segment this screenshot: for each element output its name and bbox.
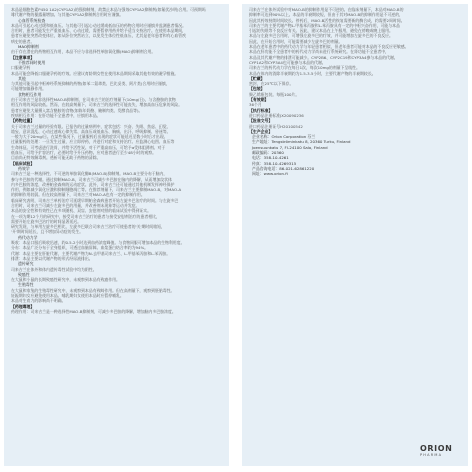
text-line: 患者应避免突然改变体位，如从卧位突然站立，以免发生体位性低血压，尤其是老年患者和有心血管疾 [11, 33, 187, 39]
subsection-heading: 不推荐同时使用 [18, 59, 46, 65]
text-line: 企业名称：Orion Corporation 芬兰 [252, 134, 316, 140]
text-line: 36个月 [249, 102, 262, 108]
text-line: 药理作用：司来吉兰是一种选择性MAO-B抑制剂，可减少多巴胺的降解，增加脑内多巴胺浓度。 [11, 308, 176, 314]
text-line: 病史的患者。 [11, 38, 35, 44]
subsection-heading: 心血管系统检查 [18, 17, 46, 23]
text-line: 吸收：本品口服后吸收迅速，约0.5-2小时达到血药浓度峰值。与食物同服可增加本品的生物利用度。 [11, 240, 185, 246]
subsection-heading: 药代动力学 [18, 234, 38, 240]
logo-tagline: PHARMA [420, 453, 443, 457]
column-gutter [234, 4, 237, 466]
subsection-heading: 致癌性 [18, 271, 30, 277]
text-line: 本品对生育力的影响尚不明确。 [11, 298, 66, 304]
text-line: 目前尚无特效解毒剂。透析可能无助于药物的清除。 [11, 155, 101, 161]
subsection-heading: 食物相互作用 [18, 91, 42, 97]
text-line: 本品在肝功能不全患者中的药代动力学尚未进行系统研究。在肾功能不全患者中， [249, 49, 390, 55]
text-line: 作用，例如减少氧化应激和抑制细胞凋亡等。在推荐剂量下，司来吉兰主要抑制MAO-B，对MAO-A [11, 187, 182, 193]
text-line: 内多巴胺的浓度，改善帕金森病的运动症状。此外，司来吉兰还可能通过其他机制发挥神经保护 [11, 181, 175, 187]
text-line: 本品可能会降低口服避孕药的疗效。应建议育龄期女性在使用本品期间采取其他有效的避孕措施。 [11, 70, 179, 76]
text-line: 本品在体内的消除半衰期约为1.5-3.5小时，主要代谢产物的半衰期较长。 [249, 70, 376, 76]
text-line: 进口药品注册标准JX20090236 [249, 112, 304, 118]
text-line: 由于存在潜在的药物相互作用，本品不应与非选择性单胺氧化酶(MAO)抑制剂合用。 [11, 49, 156, 55]
text-line: 引起的失眠等不良反应有关。因此，建议本品在上午服用，避免在傍晚或晚上服用。 [249, 28, 393, 34]
text-line: 可能增加镇静作用。 [11, 86, 47, 92]
text-line: 生命体征。可考虑进行洗胃，并给予活性炭。对于严重高血压，可给予α受体阻滞剂。对于 [11, 144, 166, 150]
text-line: 本品在老年患者中的药代动力学与年轻患者相似，但老年患者可能对本品的不良反应更敏感。 [249, 44, 409, 50]
left-column [4, 4, 229, 466]
text-line: 密封，在25℃以下保存。 [249, 81, 294, 87]
text-line: 司来吉兰在体外和体内遗传毒性试验中均为阴性。 [11, 266, 97, 272]
text-line: 因此，在开始合用时，可能需要减少左旋多巴的剂量。 [249, 38, 343, 44]
text-line: 进口药品注册证号H20100542 [249, 123, 303, 129]
section-heading: 【药理毒理】 [11, 303, 35, 309]
text-line: 疾病相互作用：在肝功能不全患者中，应慎用本品。 [11, 112, 101, 118]
text-line: 在一项为期12个月的研究中，接受司来吉兰治疗的患者与接受安慰剂治疗的患者相比， [11, 213, 160, 219]
text-line: 本品的安全性和有效性已在多项随机、双盲、安慰剂对照的临床试验中得到证实。 [11, 208, 152, 214]
section-heading: 【药物过量】 [11, 118, 35, 124]
text-line: 因此其药效持续时间较长。停药后，MAO-B活性的恢复需要新的酶合成，约需要2周时间。 [249, 17, 405, 23]
text-line: 司来吉兰的药代动力学在每日1次，每次10mg的剂量下呈线性。 [249, 65, 360, 71]
subsection-heading: 药效学 [18, 165, 30, 171]
text-line: 分布：本品广泛分布于全身组织，可透过血脑屏障。血浆蛋白结合率约为94%。 [11, 245, 149, 251]
text-line: 生产地址：Tengströminkatu 8, 20360 Turku, Finland [252, 139, 351, 145]
subsection-heading: 生殖毒性 [18, 282, 34, 288]
text-line: 司来吉兰的主要代谢产物L-甲基苯丙胺和L-苯丙胺具有一定的中枢兴奋作用，可能与本品 [249, 22, 400, 28]
text-line: 合用时，患者可能发生严重低血压、心动过缓，需要暂停用药并给予适当支持治疗。在使用本品期间， [11, 28, 187, 34]
text-line: 代谢：本品主要在肝脏代谢，主要代谢产物为N-去甲基司来吉兰、L-甲基苯丙胺和L-苯丙胺。 [11, 250, 171, 256]
text-line: 司来吉兰是一种选择性、不可逆的单胺氧化酶B(MAO-B)抑制剂。MAO-B主要分布于脑内， [11, 171, 168, 177]
text-line: CYP1A2和CYP3A4也可能参与本品的代谢。 [249, 59, 326, 65]
subsection-heading: 遗传研究 [18, 261, 34, 267]
text-line: 本品是细胞色素P450 1A2(CYP1A2)的强抑制剂，故禁止本品与强效CYP1A2抑制剂(如氟伏沙明)合用。可预期吗 [11, 7, 206, 12]
logo-name: ORION [420, 444, 453, 453]
section-heading: 【执行标准】 [249, 107, 273, 113]
text-line: 在大鼠和小鼠的长期致癌性研究中，未观察到本品有致癌作用。 [11, 277, 120, 283]
orion-pharma-logo [420, 444, 462, 460]
text-line: Joensuunkatu 7, FI-24100 Salo, Finland [252, 144, 328, 150]
text-line: 关于司来吉兰过量的经验有限。已报告的过量病例中，症状包括：兴奋、失眠、焦虑、幻觉、 [11, 123, 171, 129]
text-line: 本品及其代谢产物的排泄可能减少。CYP2B6、CYP2C19和CYP3A4参与本品的代谢。 [249, 54, 398, 60]
text-line: 聚乙烯瓶包装。每瓶100片。 [249, 91, 300, 97]
text-line: 过量服药的处理：一旦发生过量，应立即停药，并进行对症和支持治疗。应监测心电图、血压等 [11, 139, 175, 145]
text-line: 妊娠期妇女应避免使用本品。哺乳期妇女使用本品时应暂停哺乳。 [11, 293, 124, 299]
section-heading: 【临床试验】 [11, 160, 35, 166]
text-line: 临床研究表明，司来吉兰单药治疗可延缓早期帕金森病患者开始左旋多巴治疗的时间。与左旋多巴 [11, 197, 179, 203]
text-line: 需要开始左旋多巴治疗的时间显著延迟。 [11, 218, 82, 224]
text-line: 研究发现，与单用左旋多巴相比，左旋多巴联合司来吉兰治疗可使患者的'关'期时间缩短， [11, 224, 165, 230]
text-line: 患者应避免大量摄入富含酪胺的食物(如陈年奶酪、腌制肉类、发酵食品等)。 [11, 107, 143, 113]
subsection-heading: MAO抑制剂 [18, 44, 39, 50]
text-line: 口服避孕药 [11, 65, 31, 71]
text-line: 产品咨询电话：86-021-62861220 [252, 165, 315, 171]
text-line: 传真：358-10-4269315 [252, 160, 297, 166]
text-line: 与其他可能引起中枢神经系统抑制的药物(如苯二氮䓬类、巴比妥类、阿片类)合用时应谨慎， [11, 81, 170, 87]
right-column [242, 4, 468, 466]
text-line: 低血压，可给予扩容治疗，必要时给予升压药物。应对患者进行至少48小时的观察。 [11, 150, 157, 156]
text-line: 谵妄、意识混乱、心动过速或心律失常、高血压或低血压、胸痛、出汗、呼吸抑制、昏迷等。 [11, 128, 171, 134]
text-line: 邮政编码：20360 [252, 150, 284, 156]
text-line: 在大鼠和家兔的生殖毒性研究中，未观察到本品有致畸作用。但在高剂量下，观察到胚胎毒性。 [11, 287, 175, 293]
text-line: 本品与左旋多巴合用时，可增强左旋多巴的疗效，并可能增加左旋多巴的不良反应。 [249, 33, 393, 39]
text-line: 参与多巴胺的代谢。通过抑制MAO-B，司来吉兰可减少多巴胺在脑内的降解，从而增加纹状体 [11, 176, 172, 182]
subsection-heading: 其他 [18, 75, 26, 81]
section-heading: 【贮藏】 [249, 75, 265, 81]
text-line: 网址：www.orion.fi [252, 171, 288, 177]
text-line: 的抑制作用较弱。但在较高剂量下，司来吉兰对MAO-A也有一定的抑制作用。 [11, 192, 145, 198]
text-line: 排泄：本品主要以代谢产物的形式经尿液排出。 [11, 255, 93, 261]
text-line: 本品可引起心动过缓和低血压。与其他可引起心动过缓或低血压的药物合用时应谨慎并监测患者情况。 [11, 22, 187, 28]
text-line: 由于司来吉兰是非选择性MAO-B抑制剂，在司来吉兰的治疗剂量下(10mg/日)，与含酪胺的食物 [11, 97, 176, 103]
text-line: 司来吉兰在体外试验中对MAO-B的抑制作用是不可逆的。在临床剂量下，本品对MAO-B的 [249, 7, 404, 12]
text-line: '开'期时间延长，且不增加异动症的发生。 [11, 229, 84, 235]
section-heading: 【生产企业】 [249, 128, 273, 134]
text-line: 啡代谢产物的暴露量增加。与其他CYP1A2抑制剂合用时应谨慎。 [11, 12, 124, 18]
text-line: 相互作用的风险较低。然而，在较高剂量下，司来吉兰的选择性可能丧失，增加高血压危象的风险。 [11, 102, 183, 108]
section-heading: 【包装】 [249, 86, 265, 92]
text-line: 抑制率可达到90%以上。本品的半衰期较短，但由于其对MAO-B的抑制作用是不可逆的， [249, 12, 403, 18]
text-line: 电话：358-10-4261 [252, 155, 289, 161]
text-line: 一般为大于20mg/日。在某些情况下，过量服药后出现的症状可能延迟至数小时后才出现。 [11, 134, 168, 140]
section-heading: 【批准文号】 [249, 118, 273, 124]
section-heading: 【注意事项】 [11, 54, 35, 60]
section-heading: 【有效期】 [249, 97, 269, 103]
text-line: 合用时，司来吉兰可减少左旋多巴的用量，并改善剂末现象等运动并发症。 [11, 202, 140, 208]
